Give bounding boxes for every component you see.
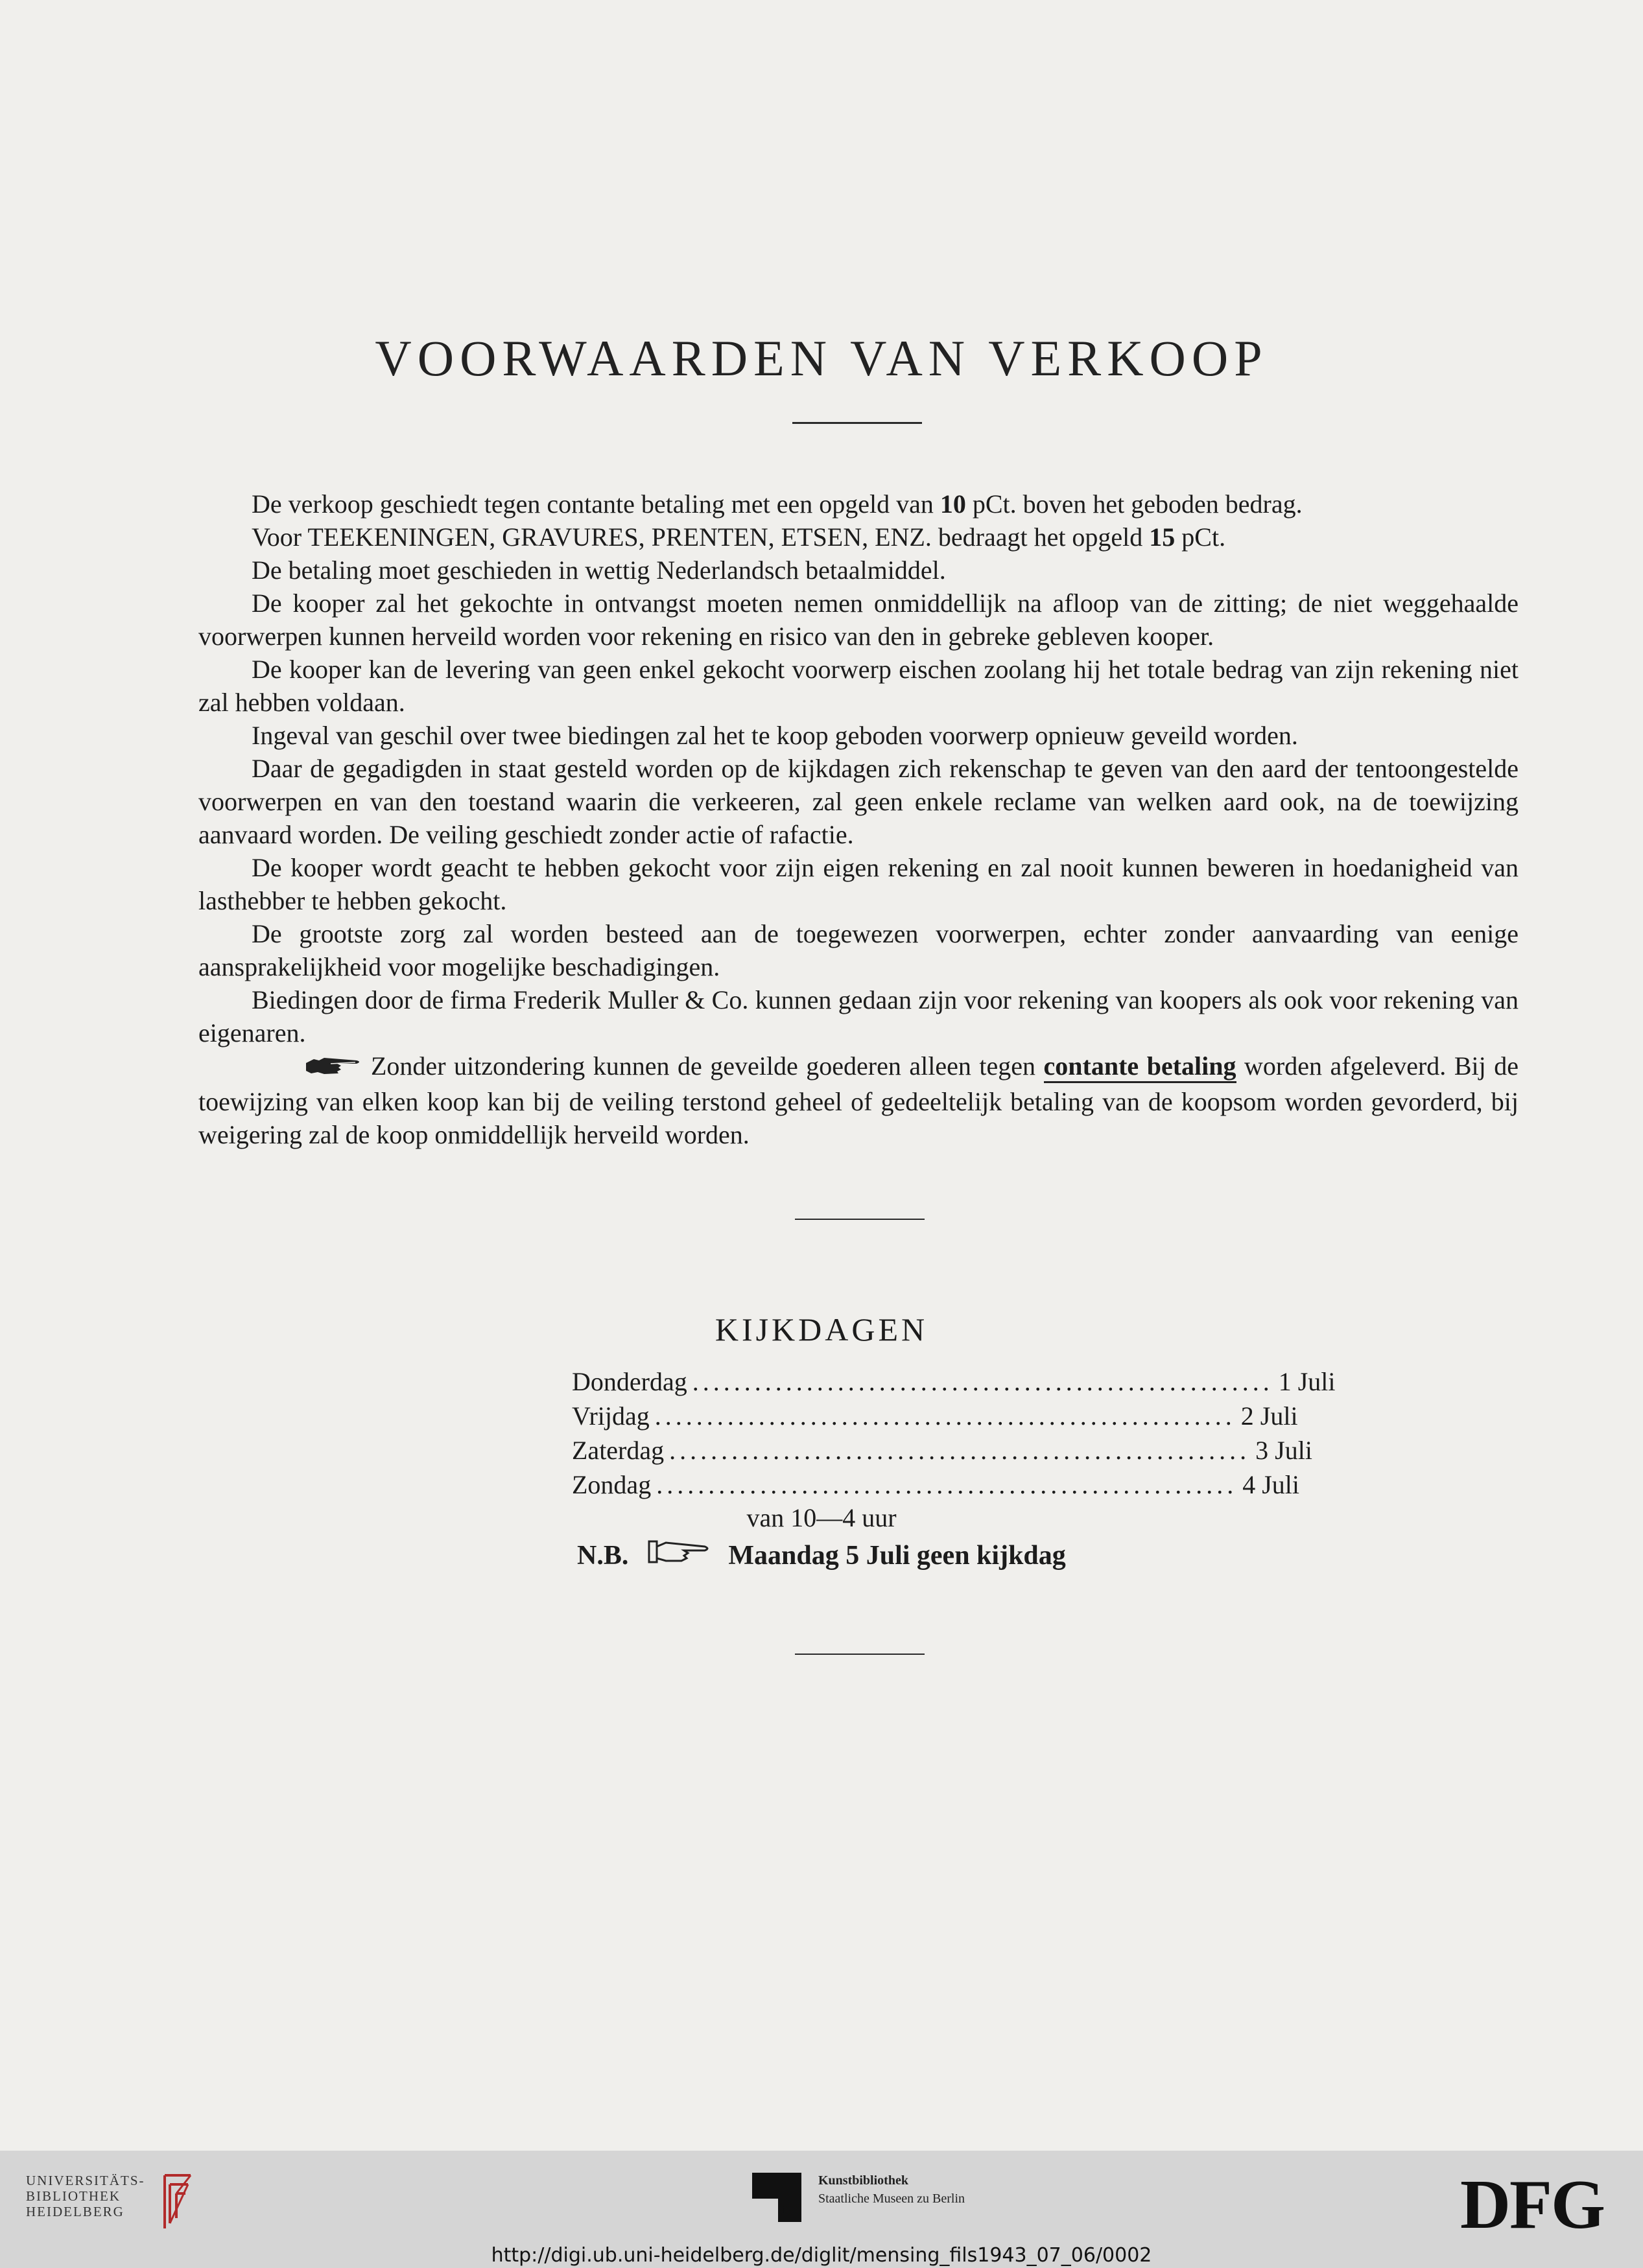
term-paragraph: Ingeval van geschil over twee biedingen zal het te koop geboden voorwerp opnieuw geveild worden. — [252, 721, 1298, 750]
ub-logo-icon — [150, 2170, 197, 2238]
leader-dots: ........................................................ — [669, 1436, 1251, 1465]
term-paragraph: De kooper kan de levering van geen enkel gekocht voorwerp eischen zoolang hij het totale bedrag van zijn rekening niet zal hebben voldaan. — [198, 655, 1519, 717]
term-paragraph: Voor TEEKENINGEN, GRAVURES, PRENTEN, ETSEN, ENZ. bedraagt het opgeld 15 pCt. — [252, 522, 1226, 552]
dfg-logo: DFG — [1460, 2166, 1604, 2243]
schedule-row — [572, 1433, 1312, 1467]
schedule-day: Donderdag — [572, 1367, 687, 1396]
schedule-date: 1 Juli — [1278, 1367, 1336, 1396]
divider-rule — [792, 422, 922, 424]
schedule-day: Zaterdag — [572, 1436, 665, 1465]
emphasis-underline: contante betaling — [1044, 1051, 1236, 1083]
schedule-date: 4 Juli — [1242, 1470, 1299, 1499]
source-url[interactable]: http://digi.ub.uni-heidelberg.de/diglit/mensing_fils1943_07_06/0002 — [491, 2244, 1152, 2267]
nb-label: N.B. — [577, 1540, 629, 1571]
schedule-day: Zondag — [572, 1470, 652, 1499]
schedule-date: 2 Juli — [1240, 1401, 1298, 1431]
schedule-date: 3 Juli — [1255, 1436, 1312, 1465]
schedule-day: Vrijdag — [572, 1401, 650, 1431]
term-paragraph: De kooper zal het gekochte in ontvangst moeten nemen onmiddellijk na afloop van de zitting; de niet weggehaalde voorwerpen kunnen herveild worden voor rekening en risico van den in gebreke gebleven kooper. — [198, 589, 1519, 651]
term-paragraph: De kooper wordt geacht te hebben gekocht voor zijn eigen rekening en zal nooit kunnen beweren in hoedanigheid van lasthebber te hebben gekocht. — [198, 853, 1519, 915]
term-paragraph: Daar de gegadigden in staat gesteld worden op de kijkdagen zich rekenschap te geven van den aard der tentoongestelde voorwerpen en van den toestand waarin die verkeeren, zal geen enkele reclame van welken aard ook, na de toewijzing aanvaard worden. De veiling geschiedt zonder actie of rafactie. — [198, 754, 1519, 849]
kijkdagen-title: KIJKDAGEN — [715, 1311, 928, 1348]
leader-dots: ........................................................ — [692, 1367, 1273, 1396]
leader-dots: ........................................................ — [656, 1470, 1238, 1499]
ub-heidelberg-label: UNIVERSITÄTS- BIBLIOTHEK HEIDELBERG — [26, 2173, 145, 2219]
divider-rule — [795, 1219, 925, 1220]
schedule-row — [572, 1399, 1298, 1433]
term-paragraph: Biedingen door de firma Frederik Muller & Co. kunnen gedaan zijn voor rekening van koopers als ook voor rekening van eigenaren. — [198, 985, 1519, 1047]
pointing-hand-icon — [252, 1052, 363, 1085]
viewing-schedule — [572, 1364, 1336, 1502]
viewing-hours: van 10—4 uur — [746, 1503, 897, 1532]
schedule-row — [572, 1364, 1336, 1399]
nb-text: Maandag 5 Juli geen kijkdag — [728, 1540, 1066, 1571]
page-title: VOORWAARDEN VAN VERKOOP — [375, 330, 1268, 386]
schedule-row — [572, 1467, 1299, 1502]
divider-rule — [795, 1654, 925, 1655]
term-paragraph: De grootste zorg zal worden besteed aan de toegewezen voorwerpen, echter zonder aanvaarding van eenige aansprakelijkheid voor mogelijke beschadigingen. — [198, 919, 1519, 981]
term-paragraph: De betaling moet geschieden in wettig Nederlandsch betaalmiddel. — [252, 555, 946, 585]
pointing-hand-icon — [646, 1537, 711, 1573]
kunstbibliothek-logo-icon — [752, 2173, 801, 2225]
leader-dots: ........................................................ — [654, 1401, 1236, 1431]
term-paragraph: De verkoop geschiedt tegen contante betaling met een opgeld van 10 pCt. boven het geboden bedrag. — [252, 489, 1303, 519]
kunstbibliothek-label: Kunstbibliothek Staatliche Museen zu Berlin — [818, 2173, 965, 2206]
terms-section — [198, 487, 1519, 1151]
nb-notice — [577, 1537, 1066, 1573]
term-paragraph-payment: Zonder uitzondering kunnen de geveilde goederen alleen tegen contante betaling worden afgeleverd. Bij de toewijzing van elken koop kan bij de veiling terstond geheel of gedeeltelijk betaling van de koopsom worden gevorderd, bij weigering zal de koop onmiddellijk herveild worden. — [198, 1051, 1519, 1150]
